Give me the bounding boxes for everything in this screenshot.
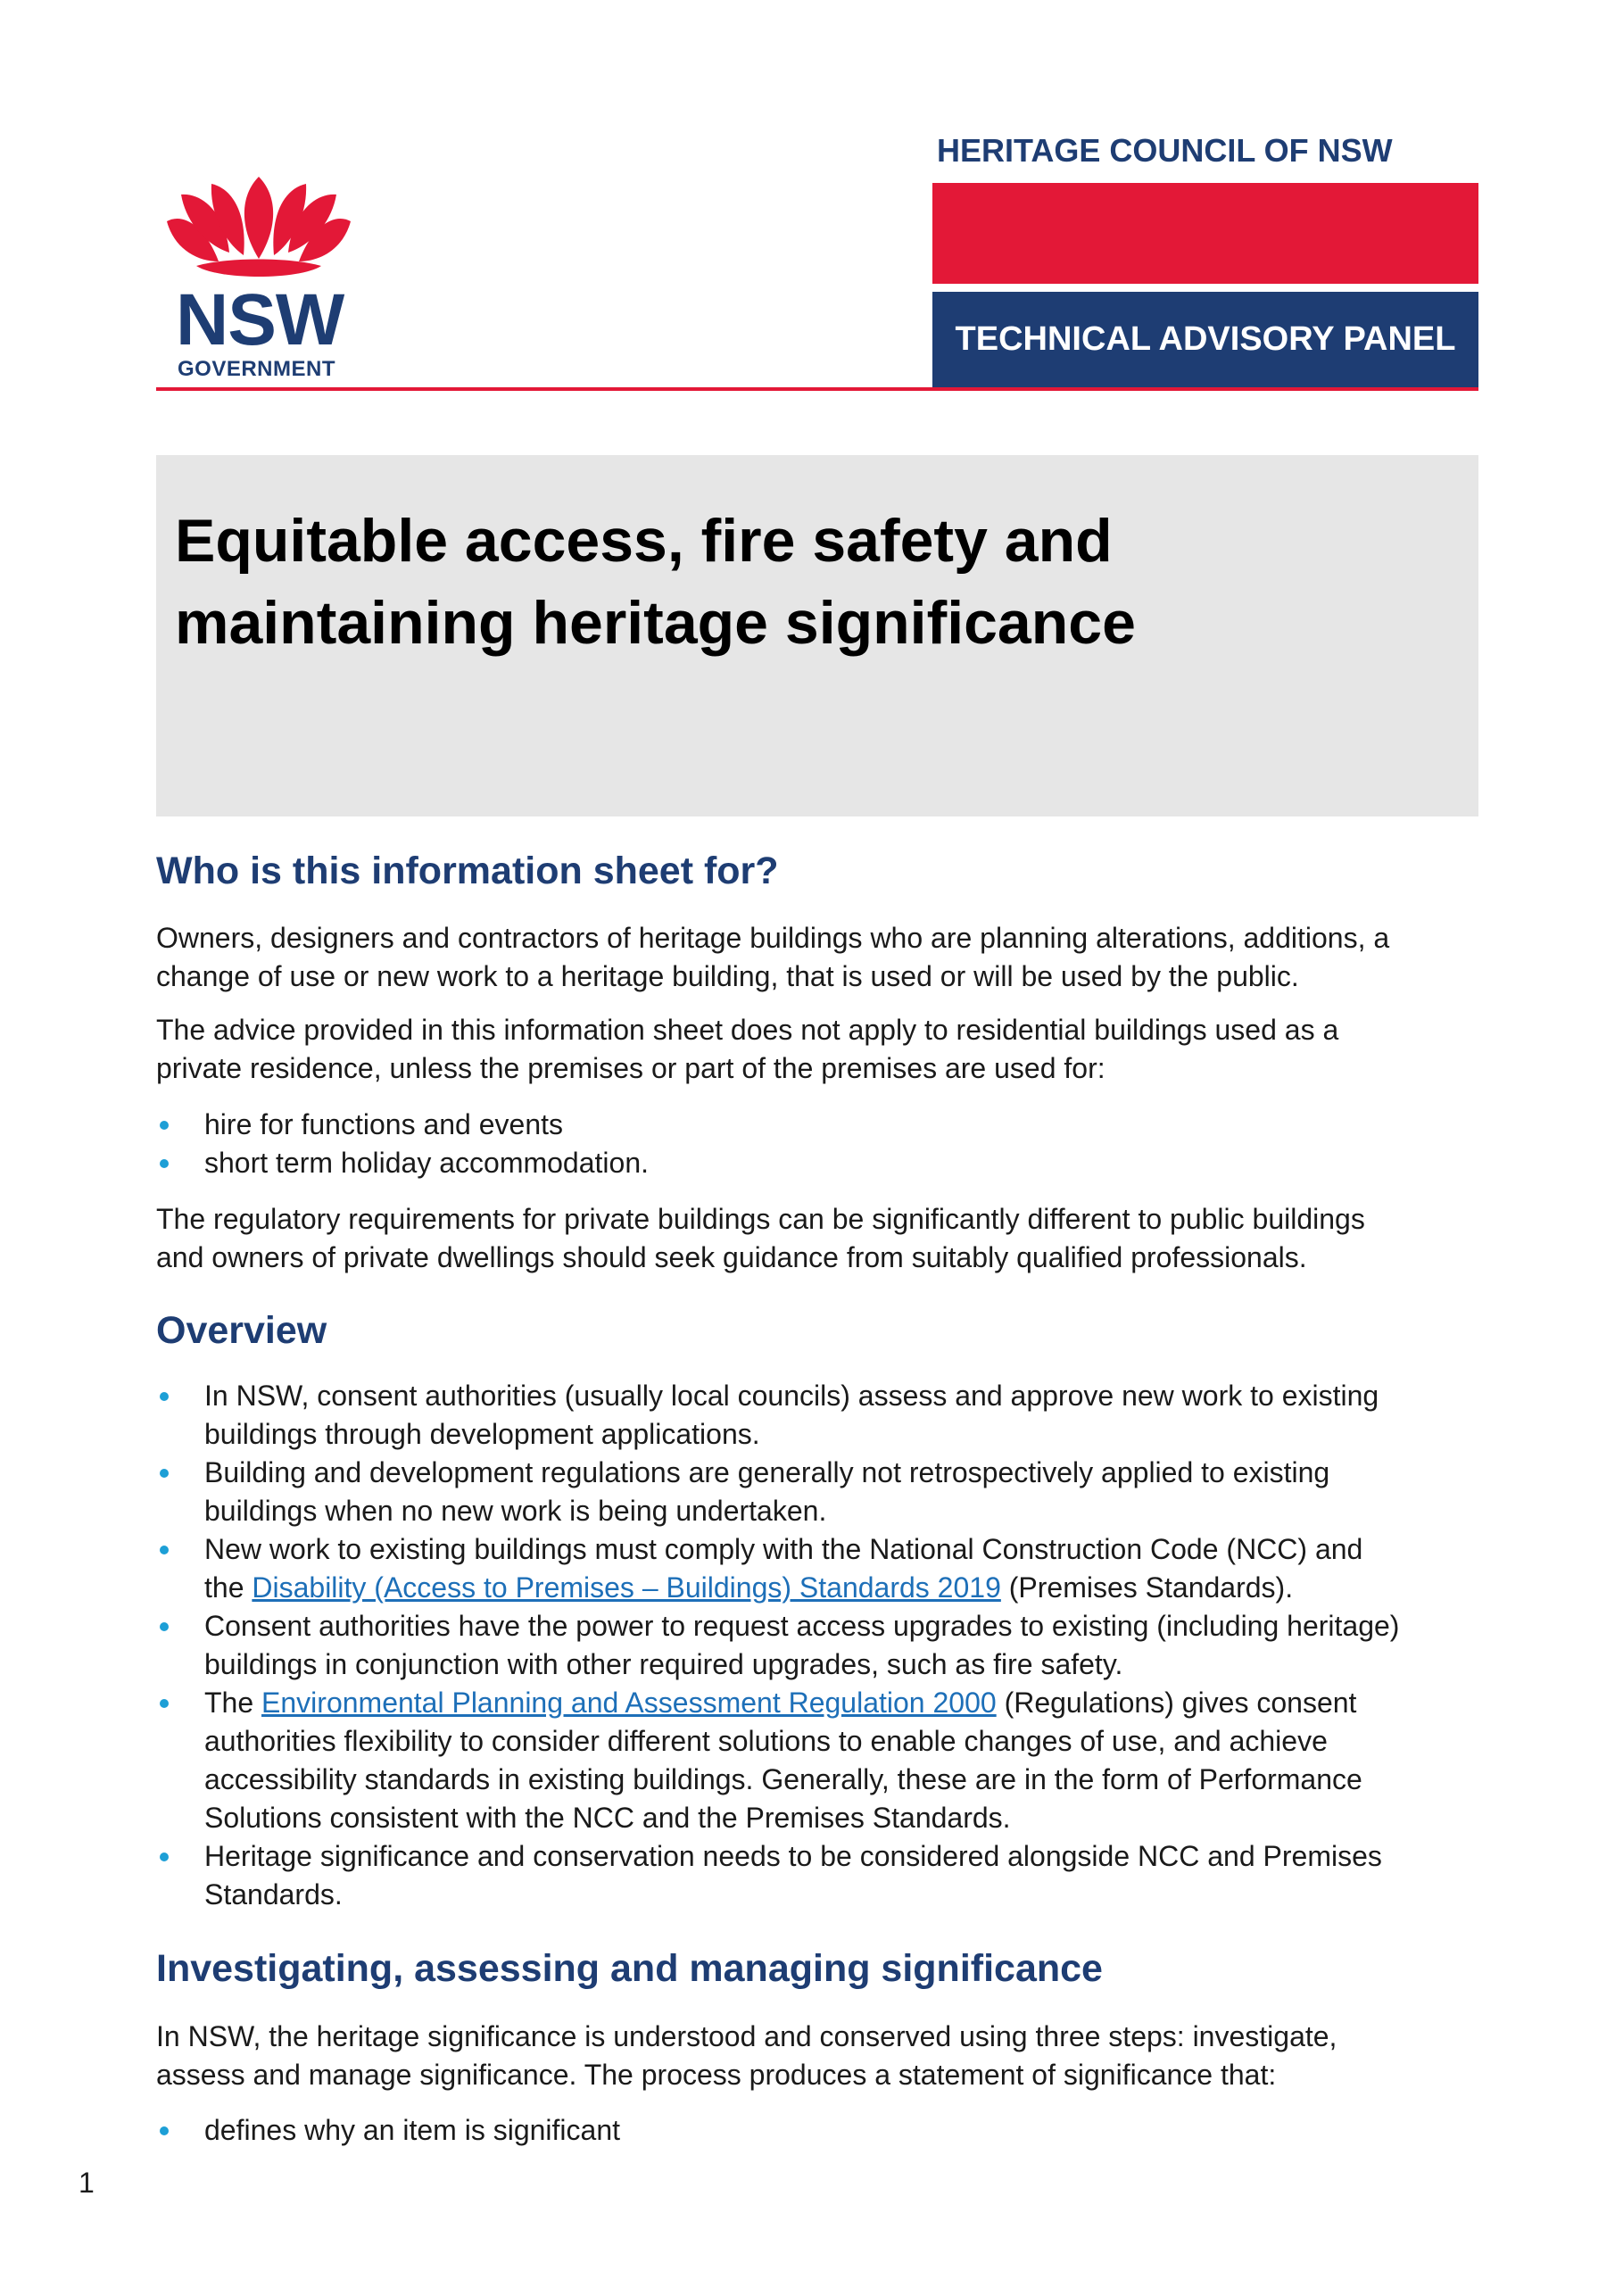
bullet-icon	[160, 1622, 169, 1631]
text-line: In NSW, consent authorities (usually local councils) assess and approve new work to existing	[204, 1380, 1379, 1412]
text-line: accessibility standards in existing buildings. Generally, these are in the form of Performance	[204, 1763, 1362, 1795]
premises-standards-link[interactable]: Disability (Access to Premises – Buildings) Standards 2019	[252, 1571, 1001, 1604]
title-line-2: maintaining heritage significance	[175, 589, 1136, 657]
text-line: private residence, unless the premises or part of the premises are used for:	[156, 1052, 1105, 1084]
text-line: and owners of private dwellings should seek guidance from suitably qualified professionals.	[156, 1241, 1307, 1273]
text-line: assess and manage significance. The process produces a statement of significance that:	[156, 2059, 1277, 2091]
waratah-flower-icon	[156, 177, 361, 282]
text-line: authorities flexibility to consider different solutions to enable changes of use, and achieve	[204, 1725, 1328, 1757]
bullet-icon	[160, 1853, 169, 1861]
text-line: buildings in conjunction with other required upgrades, such as fire safety.	[204, 1648, 1123, 1680]
list-item-text: hire for functions and events	[204, 1108, 564, 1140]
text-line: New work to existing buildings must comply with the National Construction Code (NCC) and	[204, 1533, 1363, 1565]
text-line	[204, 1684, 1489, 1722]
paragraph-three-steps	[156, 2018, 1486, 2094]
text-fragment: The	[204, 1687, 262, 1719]
text-line: Building and development regulations are generally not retrospectively applied to existing	[204, 1456, 1330, 1488]
bullet-icon	[160, 1392, 169, 1401]
paragraph-audience	[156, 919, 1486, 996]
list-item-text: defines why an item is significant	[204, 2114, 620, 2146]
text-line: Owners, designers and contractors of heritage buildings who are planning alterations, additions, a	[156, 922, 1390, 954]
list-item-text: short term holiday accommodation.	[204, 1147, 649, 1179]
list-item-text	[204, 1377, 1489, 1454]
header-panel-band	[932, 292, 1478, 387]
logo-government-wordmark: GOVERNMENT	[178, 357, 336, 381]
title-line-1: Equitable access, fire safety and	[175, 507, 1113, 575]
text-line: Solutions consistent with the NCC and the Premises Standards.	[204, 1802, 1011, 1834]
text-line: Standards.	[204, 1878, 343, 1911]
text-line: buildings when no new work is being undertaken.	[204, 1495, 827, 1527]
bullet-icon	[160, 1699, 169, 1708]
ep-and-a-regulation-link[interactable]: Environmental Planning and Assessment Regulation 2000	[261, 1687, 997, 1719]
header-divider	[156, 387, 1478, 391]
bullet-icon	[160, 1546, 169, 1554]
page-number: 1	[79, 2167, 95, 2199]
text-line: Heritage significance and conservation needs to be considered alongside NCC and Premises	[204, 1840, 1382, 1872]
heading-who-is-this-for: Who is this information sheet for?	[156, 850, 779, 892]
bullet-icon	[160, 1469, 169, 1478]
paragraph-private-buildings	[156, 1200, 1486, 1277]
text-line: The advice provided in this information sheet does not apply to residential buildings used as a	[156, 1014, 1339, 1046]
text-line: The regulatory requirements for private buildings can be significantly different to public buildings	[156, 1203, 1365, 1235]
list-item-text	[204, 1454, 1489, 1530]
text-line: change of use or new work to a heritage building, that is used or will be used by the public.	[156, 960, 1299, 992]
text-line	[204, 1569, 1489, 1607]
bullet-icon	[160, 1159, 169, 1168]
text-fragment: (Regulations) gives consent	[996, 1687, 1357, 1719]
text-line: In NSW, the heritage significance is understood and conserved using three steps: investigate,	[156, 2020, 1337, 2052]
list-item-text	[204, 1837, 1489, 1914]
list-item-text	[204, 1530, 1489, 1607]
bullet-icon	[160, 1121, 169, 1130]
text-line: buildings through development applications.	[204, 1418, 760, 1450]
page-title	[175, 500, 1442, 664]
heading-overview: Overview	[156, 1309, 327, 1352]
text-fragment: the	[204, 1571, 253, 1604]
header-red-band	[932, 183, 1478, 284]
heading-investigating-assessing: Investigating, assessing and managing significance	[156, 1947, 1103, 1990]
panel-label: TECHNICAL ADVISORY PANEL	[955, 320, 1456, 358]
council-name: HERITAGE COUNCIL OF NSW	[937, 132, 1393, 169]
paragraph-scope	[156, 1011, 1486, 1088]
logo-nsw-wordmark: NSW	[176, 279, 344, 361]
text-fragment: (Premises Standards).	[1000, 1571, 1294, 1604]
text-line: Consent authorities have the power to request access upgrades to existing (including heritage)	[204, 1610, 1400, 1642]
bullet-icon	[160, 2126, 169, 2135]
list-item-text	[204, 1684, 1489, 1837]
list-item-text	[204, 1607, 1489, 1684]
